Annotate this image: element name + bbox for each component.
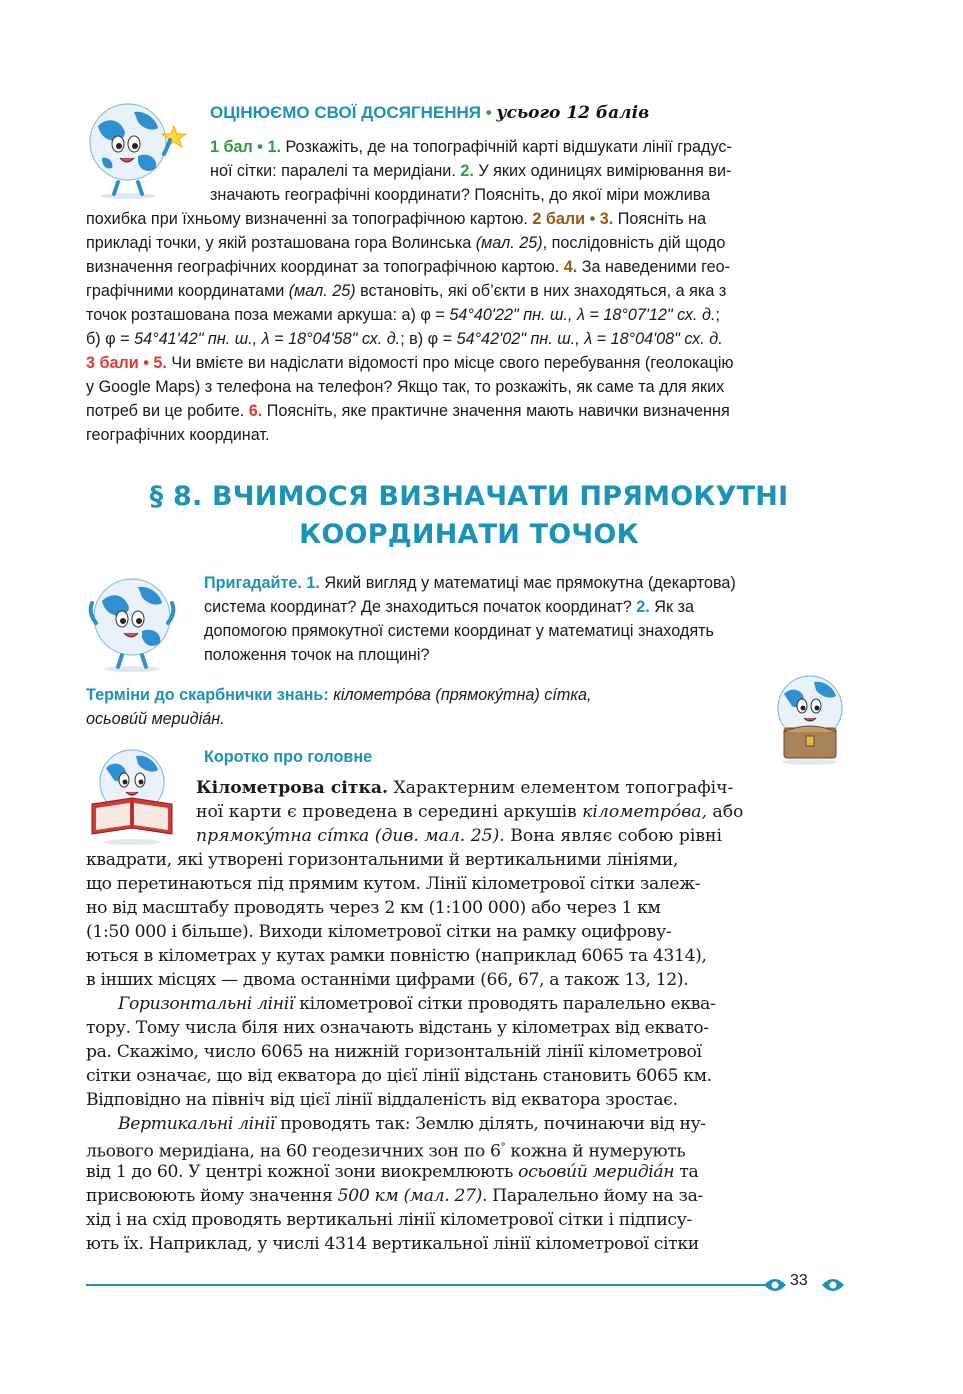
summary-line-17: від 1 до 60. У центрі кожної зони виокремлюють осьовúй меридіáн та xyxy=(86,1162,699,1182)
globe-mascot-chest-icon xyxy=(764,670,856,766)
summary-heading: Коротко про головне xyxy=(204,748,373,766)
summary-line-9: в інших місцях — двома останніми цифрами (66, 67, а також 13, 12). xyxy=(86,970,689,990)
page-ornament-icon xyxy=(820,1274,846,1296)
remember-line-2: система координат? Де знаходиться початок координат? 2. Як за xyxy=(204,598,694,616)
page-number: 33 xyxy=(790,1272,808,1289)
assessment-line-6: визначення географічних координат за топографічною картою. 4. За наведеними гео- xyxy=(86,258,731,276)
summary-line-8: ються в кілометрах у кутах рамки повністю (наприклад 6065 та 4314), xyxy=(86,946,707,966)
summary-line-14: Відповідно на північ від цієї лінії віддаленість від екватора зростає. xyxy=(86,1090,678,1110)
summary-line-7: (1:50 000 і більше). Виходи кілометрової сітки на рамку оцифрову- xyxy=(86,922,672,942)
assessment-line-8: точок розташована поза межами аркуша: а) φ = 54°40'22" пн. ш., λ = 18°07'12" сх. д.; xyxy=(86,306,720,324)
assessment-total: усього 12 балів xyxy=(496,103,650,123)
globe-mascot-book-icon xyxy=(82,746,182,846)
assessment-heading xyxy=(210,103,649,123)
summary-line-16: льового меридіана, на 60 геодезичних зон по 6° кожна й нумерують xyxy=(86,1141,686,1162)
globe-mascot-icon xyxy=(82,573,182,673)
section-title-line-1: § 8. ВЧИМОСЯ ВИЗНАЧАТИ ПРЯМОКУТНІ xyxy=(149,481,789,512)
assessment-line-4: похибка при їхньому визначенні за топографічною картою. 2 бали • 3. Поясніть на xyxy=(86,210,707,228)
assessment-line-1: 1 бал • 1. Розкажіть, де на топографічній карті відшукати лінії градус- xyxy=(210,138,732,156)
summary-line-3: прямокýтна сíтка (див. мал. 25). Вона являє собою рівні xyxy=(196,826,722,846)
section-title xyxy=(86,478,852,554)
summary-line-19: хід і на схід проводять вертикальні лінії кілометрової сітки і підпису- xyxy=(86,1210,692,1230)
summary-line-13: сітки означає, що від екватора до цієї лінії відстань становить 6065 км. xyxy=(86,1066,712,1086)
summary-line-2: ної карти є проведена в середині аркушів кілометрóва, або xyxy=(196,802,744,822)
page-ornament-icon xyxy=(762,1274,788,1296)
assessment-line-2: ної сітки: паралелі та меридіани. 2. У яких одиницях вимірювання ви- xyxy=(210,162,732,180)
assessment-title: ОЦІНЮЄМО СВОЇ ДОСЯГНЕННЯ xyxy=(210,103,481,122)
summary-line-1: Кілометрова сітка. Характерним елементом топографіч- xyxy=(196,778,734,798)
assessment-line-3: значають географічні координати? Поясніть, до якої міри можлива xyxy=(210,186,711,204)
assessment-line-12: потреб ви це робите. 6. Поясніть, яке практичне значення мають навички визначення xyxy=(86,402,730,420)
summary-line-10: Горизонтальні лінії кілометрової сітки проводять паралельно еква- xyxy=(118,994,716,1014)
summary-line-12: ра. Скажімо, число 6065 на нижній горизонтальній лінії кілометрової xyxy=(86,1042,702,1062)
summary-line-20: ють їх. Наприклад, у числі 4314 вертикальної лінії кілометрової сітки xyxy=(86,1234,699,1254)
terms-line-1: Терміни до скарбнички знань: кілометрóва (прямокýтна) сíтка, xyxy=(86,686,592,704)
summary-line-6: но від масштабу проводять через 2 км (1:100 000) або через 1 км xyxy=(86,898,661,918)
summary-line-4: квадрати, які утворені горизонтальними й вертикальними лініями, xyxy=(86,850,679,870)
remember-line-4: положення точок на площині? xyxy=(204,646,430,664)
summary-line-15: Вертикальні лінії проводять так: Землю ділять, починаючи від ну- xyxy=(118,1114,706,1134)
summary-line-11: тору. Тому числа біля них означають відстань у кілометрах від еквато- xyxy=(86,1018,709,1038)
summary-line-18: присвоюють йому значення 500 км (мал. 27). Паралельно йому на за- xyxy=(86,1186,703,1206)
remember-line-3: допомогою прямокутної системи координат у математиці знаходять xyxy=(204,622,714,640)
assessment-line-13: географічних координат. xyxy=(86,426,270,444)
globe-mascot-star-icon xyxy=(78,96,190,200)
terms-line-2: осьовúй меридіáн. xyxy=(86,710,225,728)
section-title-line-2: КООРДИНАТИ ТОЧОК xyxy=(299,519,639,550)
remember-line-1: Пригадайте. 1. Який вигляд у математиці має прямокутна (декартова) xyxy=(204,574,736,592)
assessment-line-7: графічними координатами (мал. 25) встановіть, які об’єкти в них знаходяться, а яка з xyxy=(86,282,727,300)
assessment-line-9: б) φ = 54°41'42" пн. ш., λ = 18°04'58" сх. д.; в) φ = 54°42'02" пн. ш., λ = 18°04'08" сх. д. xyxy=(86,330,723,348)
assessment-line-5: прикладі точки, у якій розташована гора Волинська (мал. 25), послідовність дій щодо xyxy=(86,234,726,252)
assessment-line-11: у Google Maps) з телефона на телефон? Якщо так, то розкажіть, як саме та для яких xyxy=(86,378,725,396)
assessment-line-10: 3 бали • 5. Чи вмієте ви надіслати відомості про місце свого перебування (геолокацію xyxy=(86,354,734,372)
summary-line-5: що перетинаються під прямим кутом. Лінії кілометрової сітки залеж- xyxy=(86,874,701,894)
footer-rule xyxy=(86,1284,766,1286)
heading-bullet: • xyxy=(485,103,492,122)
